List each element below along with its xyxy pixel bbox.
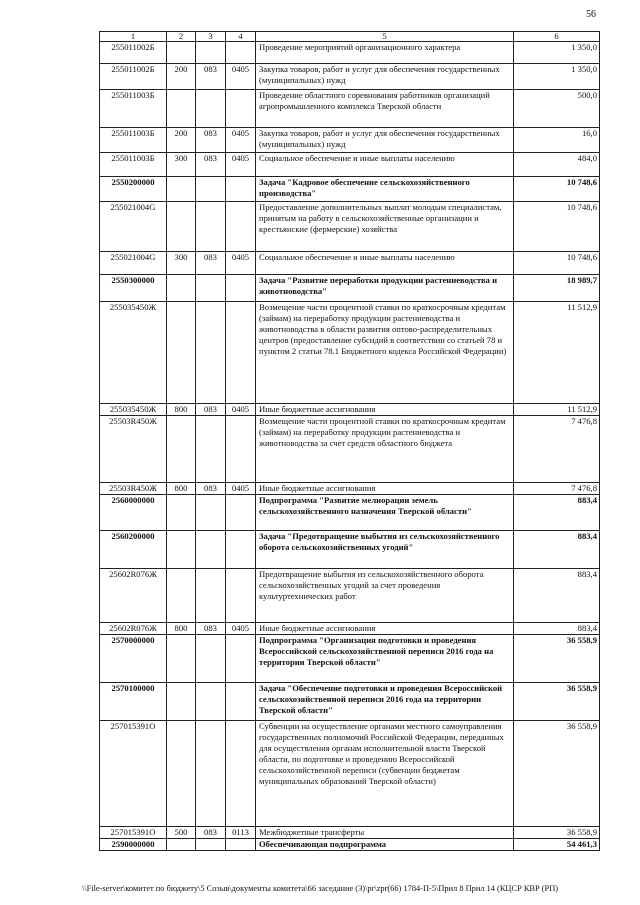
cell-code: 255011003Б bbox=[100, 128, 167, 153]
cell-code: 2560000000 bbox=[100, 495, 167, 531]
cell-amount: 500,0 bbox=[514, 90, 600, 128]
cell-code: 257015391О bbox=[100, 721, 167, 827]
cell-ved: 083 bbox=[196, 64, 226, 90]
column-header: 6 bbox=[514, 32, 600, 42]
cell-description: Закупка товаров, работ и услуг для обеспечения государственных (муниципальных) нужд bbox=[256, 64, 514, 90]
cell-description: Обеспечивающая подпрограмма bbox=[256, 839, 514, 851]
cell-code: 25503R450Ж bbox=[100, 416, 167, 483]
cell-description: Иные бюджетные ассигнования bbox=[256, 483, 514, 495]
cell-amount: 883,4 bbox=[514, 495, 600, 531]
table-row bbox=[100, 275, 600, 302]
column-header: 1 bbox=[100, 32, 167, 42]
cell-ved bbox=[196, 90, 226, 128]
cell-kvr: 200 bbox=[167, 64, 196, 90]
cell-ved bbox=[196, 495, 226, 531]
cell-section bbox=[226, 721, 256, 827]
cell-amount: 18 989,7 bbox=[514, 275, 600, 302]
cell-ved bbox=[196, 721, 226, 827]
cell-section bbox=[226, 42, 256, 64]
cell-code: 255035450Ж bbox=[100, 302, 167, 404]
cell-ved bbox=[196, 177, 226, 202]
cell-kvr: 500 bbox=[167, 827, 196, 839]
cell-amount: 16,0 bbox=[514, 128, 600, 153]
cell-description: Задача "Обеспечение подготовки и проведения Всероссийской сельскохозяйственной переписи 2016 года на территории Тверской области" bbox=[256, 683, 514, 721]
cell-code: 25602R076Ж bbox=[100, 569, 167, 623]
cell-amount: 11 512,9 bbox=[514, 404, 600, 416]
table-row bbox=[100, 635, 600, 683]
cell-section: 0405 bbox=[226, 483, 256, 495]
table-row bbox=[100, 128, 600, 153]
table-row bbox=[100, 202, 600, 252]
budget-table bbox=[99, 31, 600, 851]
cell-ved: 083 bbox=[196, 153, 226, 177]
cell-kvr bbox=[167, 42, 196, 64]
table-row bbox=[100, 569, 600, 623]
cell-section bbox=[226, 302, 256, 404]
cell-code: 255011002Б bbox=[100, 64, 167, 90]
cell-amount: 10 748,6 bbox=[514, 202, 600, 252]
cell-section bbox=[226, 635, 256, 683]
table-row bbox=[100, 64, 600, 90]
cell-kvr: 300 bbox=[167, 153, 196, 177]
column-header: 3 bbox=[196, 32, 226, 42]
cell-ved bbox=[196, 683, 226, 721]
cell-description: Проведение областного соревнования работников организаций агропромышленного комплекса Тверской области bbox=[256, 90, 514, 128]
cell-kvr bbox=[167, 416, 196, 483]
cell-kvr bbox=[167, 177, 196, 202]
column-header: 2 bbox=[167, 32, 196, 42]
table-row bbox=[100, 416, 600, 483]
table-row bbox=[100, 302, 600, 404]
cell-section: 0113 bbox=[226, 827, 256, 839]
cell-section bbox=[226, 839, 256, 851]
cell-amount: 54 461,3 bbox=[514, 839, 600, 851]
cell-code: 255011003Б bbox=[100, 90, 167, 128]
cell-code: 255021004G bbox=[100, 252, 167, 275]
cell-amount: 36 558,9 bbox=[514, 721, 600, 827]
cell-description: Задача "Кадровое обеспечение сельскохозяйственного производства" bbox=[256, 177, 514, 202]
cell-code: 25602R076Ж bbox=[100, 623, 167, 635]
cell-description: Задача "Развитие переработки продукции растениеводства и животноводства" bbox=[256, 275, 514, 302]
cell-amount: 36 558,9 bbox=[514, 827, 600, 839]
cell-section: 0405 bbox=[226, 252, 256, 275]
cell-kvr bbox=[167, 839, 196, 851]
cell-code: 255021004G bbox=[100, 202, 167, 252]
cell-kvr: 200 bbox=[167, 128, 196, 153]
table-body bbox=[100, 42, 600, 851]
cell-section bbox=[226, 683, 256, 721]
cell-section bbox=[226, 569, 256, 623]
cell-code: 2570000000 bbox=[100, 635, 167, 683]
cell-section bbox=[226, 202, 256, 252]
table-row bbox=[100, 495, 600, 531]
table-row bbox=[100, 683, 600, 721]
cell-description: Возмещение части процентной ставки по краткосрочным кредитам (займам) на переработку продукции растениеводства и животноводства за счет средств областного бюджета bbox=[256, 416, 514, 483]
cell-ved bbox=[196, 202, 226, 252]
cell-amount: 484,0 bbox=[514, 153, 600, 177]
cell-description: Социальное обеспечение и иные выплаты населению bbox=[256, 153, 514, 177]
cell-code: 2590000000 bbox=[100, 839, 167, 851]
cell-ved bbox=[196, 531, 226, 569]
cell-ved: 083 bbox=[196, 252, 226, 275]
cell-amount: 11 512,9 bbox=[514, 302, 600, 404]
table-row bbox=[100, 177, 600, 202]
cell-section bbox=[226, 531, 256, 569]
cell-section bbox=[226, 495, 256, 531]
column-header: 5 bbox=[256, 32, 514, 42]
table-row bbox=[100, 252, 600, 275]
cell-ved bbox=[196, 275, 226, 302]
cell-description: Межбюджетные трансферты bbox=[256, 827, 514, 839]
cell-section bbox=[226, 275, 256, 302]
table-header-row bbox=[100, 32, 600, 42]
cell-ved bbox=[196, 42, 226, 64]
column-header: 4 bbox=[226, 32, 256, 42]
cell-amount: 883,4 bbox=[514, 531, 600, 569]
cell-code: 2570100000 bbox=[100, 683, 167, 721]
cell-kvr bbox=[167, 90, 196, 128]
cell-code: 257015391О bbox=[100, 827, 167, 839]
table-row bbox=[100, 721, 600, 827]
cell-kvr bbox=[167, 275, 196, 302]
cell-amount: 10 748,6 bbox=[514, 252, 600, 275]
cell-description: Закупка товаров, работ и услуг для обеспечения государственных (муниципальных) нужд bbox=[256, 128, 514, 153]
cell-code: 25503R450Ж bbox=[100, 483, 167, 495]
table-row bbox=[100, 42, 600, 64]
cell-kvr bbox=[167, 531, 196, 569]
cell-kvr bbox=[167, 302, 196, 404]
table-row bbox=[100, 153, 600, 177]
cell-section bbox=[226, 177, 256, 202]
cell-amount: 10 748,6 bbox=[514, 177, 600, 202]
cell-ved bbox=[196, 569, 226, 623]
table-row bbox=[100, 483, 600, 495]
cell-ved: 083 bbox=[196, 623, 226, 635]
file-path-footer: \\File-server\комитет по бюджету\5 Созыв\документы комитета\66 заседание (3)\pr\zpr(66) 1784-П-5\Прил 8 Прил 14 (КЦСР КВР (РП) bbox=[81, 884, 559, 893]
cell-amount: 7 476,8 bbox=[514, 416, 600, 483]
cell-ved bbox=[196, 635, 226, 683]
cell-description: Подпрограмма "Организация подготовки и проведения Всероссийской сельскохозяйственной переписи 2016 года на территории Тверской области" bbox=[256, 635, 514, 683]
cell-ved bbox=[196, 302, 226, 404]
cell-code: 255011002Б bbox=[100, 42, 167, 64]
cell-kvr: 800 bbox=[167, 623, 196, 635]
cell-description: Возмещение части процентной ставки по краткосрочным кредитам (займам) на переработку продукции растениеводства и животноводства в области развития оптово-распределительных центров (предоставление субсидий в соответствии со статьей 78 и пунктом 2 статьи 78.1 Бюджетного кодекса Российской Федерации) bbox=[256, 302, 514, 404]
cell-description: Предоставление дополнительных выплат молодым специалистам, принятым на работу в сельскохозяйственные организации и крестьянские (фермерские) хозяйства bbox=[256, 202, 514, 252]
cell-ved bbox=[196, 416, 226, 483]
cell-section: 0405 bbox=[226, 623, 256, 635]
cell-description: Социальное обеспечение и иные выплаты населению bbox=[256, 252, 514, 275]
cell-description: Субвенции на осуществление органами местного самоуправления государственных полномочий Российской Федерации, переданных для осуществления органам исполнительной власти Тверской области, по подготовке и проведению Всероссийской сельскохозяйственной переписи (субвенции бюджетам муниципальных образований Тверской области) bbox=[256, 721, 514, 827]
table-row bbox=[100, 531, 600, 569]
cell-kvr: 800 bbox=[167, 483, 196, 495]
cell-code: 255011003Б bbox=[100, 153, 167, 177]
cell-section: 0405 bbox=[226, 404, 256, 416]
cell-ved: 083 bbox=[196, 483, 226, 495]
cell-description: Иные бюджетные ассигнования bbox=[256, 623, 514, 635]
cell-ved: 083 bbox=[196, 404, 226, 416]
cell-amount: 7 476,8 bbox=[514, 483, 600, 495]
cell-description: Предотвращение выбытия из сельскохозяйственного оборота сельскохозяйственных угодий за счет проведения культуртехнических работ bbox=[256, 569, 514, 623]
table-row bbox=[100, 404, 600, 416]
cell-description: Проведение мероприятий организационного характера bbox=[256, 42, 514, 64]
cell-amount: 36 558,9 bbox=[514, 683, 600, 721]
cell-kvr bbox=[167, 495, 196, 531]
cell-kvr: 800 bbox=[167, 404, 196, 416]
cell-section: 0405 bbox=[226, 153, 256, 177]
cell-amount: 883,4 bbox=[514, 623, 600, 635]
cell-ved: 083 bbox=[196, 128, 226, 153]
cell-ved bbox=[196, 839, 226, 851]
page-number: 56 bbox=[586, 9, 596, 20]
cell-section: 0405 bbox=[226, 128, 256, 153]
cell-kvr bbox=[167, 683, 196, 721]
cell-amount: 1 350,0 bbox=[514, 64, 600, 90]
cell-description: Иные бюджетные ассигнования bbox=[256, 404, 514, 416]
cell-kvr bbox=[167, 569, 196, 623]
cell-kvr bbox=[167, 635, 196, 683]
cell-description: Задача "Предотвращение выбытия из сельскохозяйственного оборота сельскохозяйственных угодий" bbox=[256, 531, 514, 569]
cell-kvr: 300 bbox=[167, 252, 196, 275]
table-row bbox=[100, 827, 600, 839]
table-row bbox=[100, 839, 600, 851]
cell-description: Подпрограмма "Развитие мелиорации земель сельскохозяйственного назначения Тверской области" bbox=[256, 495, 514, 531]
cell-kvr bbox=[167, 202, 196, 252]
cell-kvr bbox=[167, 721, 196, 827]
cell-section bbox=[226, 416, 256, 483]
cell-section bbox=[226, 90, 256, 128]
cell-section: 0405 bbox=[226, 64, 256, 90]
cell-amount: 36 558,9 bbox=[514, 635, 600, 683]
cell-amount: 883,4 bbox=[514, 569, 600, 623]
cell-code: 2550200000 bbox=[100, 177, 167, 202]
table-row bbox=[100, 623, 600, 635]
cell-code: 2550300000 bbox=[100, 275, 167, 302]
cell-code: 2560200000 bbox=[100, 531, 167, 569]
cell-code: 255035450Ж bbox=[100, 404, 167, 416]
table-row bbox=[100, 90, 600, 128]
cell-ved: 083 bbox=[196, 827, 226, 839]
cell-amount: 1 350,0 bbox=[514, 42, 600, 64]
